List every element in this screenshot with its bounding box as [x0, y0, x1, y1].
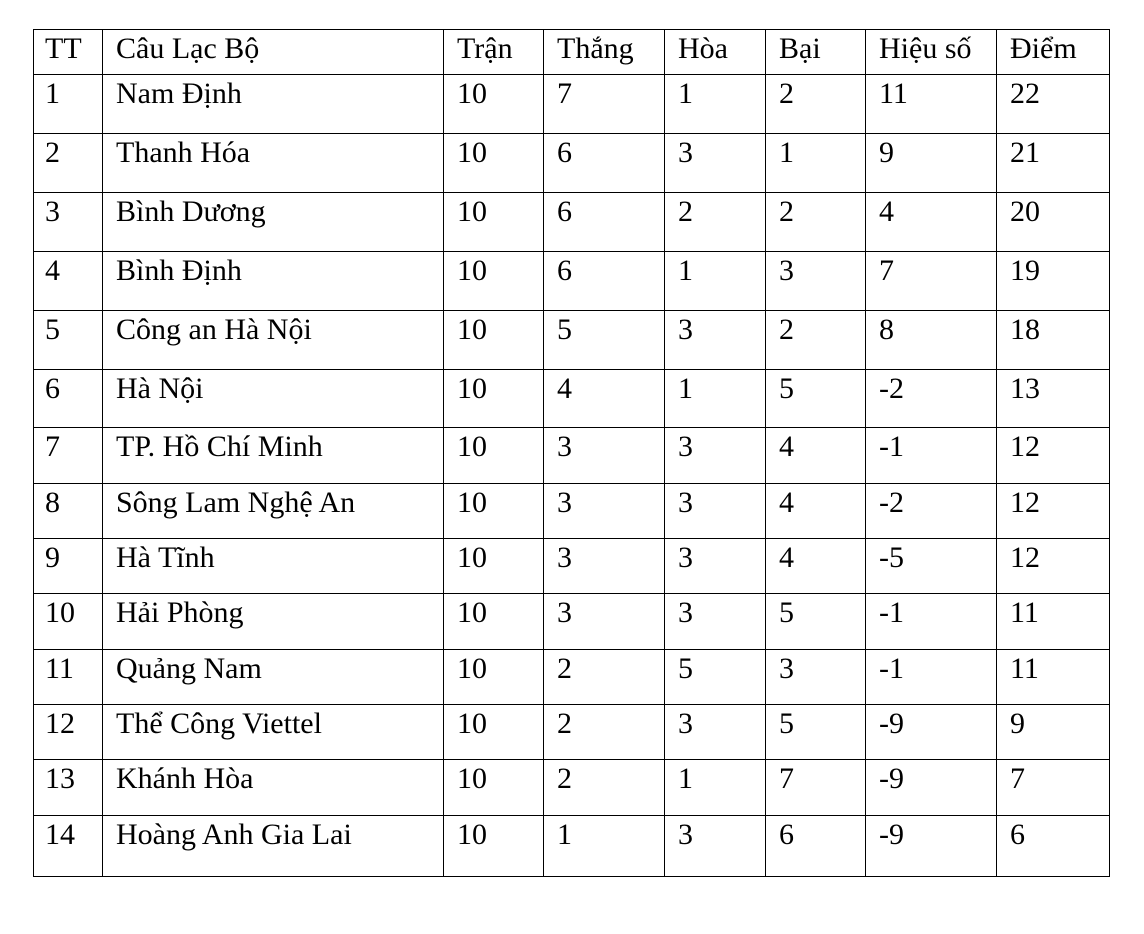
- cell-lost: 2: [766, 193, 866, 252]
- cell-points: 9: [997, 705, 1110, 760]
- cell-club: Bình Định: [103, 252, 444, 311]
- cell-played: 10: [444, 252, 544, 311]
- cell-lost: 5: [766, 594, 866, 650]
- cell-drawn: 3: [665, 594, 766, 650]
- header-club: Câu Lạc Bộ: [103, 30, 444, 75]
- cell-club: Nam Định: [103, 75, 444, 134]
- header-points: Điểm: [997, 30, 1110, 75]
- table-row: [34, 252, 1110, 311]
- cell-points: 11: [997, 650, 1110, 705]
- cell-lost: 6: [766, 816, 866, 877]
- cell-points: 19: [997, 252, 1110, 311]
- cell-rank: 3: [34, 193, 103, 252]
- cell-points: 12: [997, 484, 1110, 539]
- cell-won: 6: [544, 134, 665, 193]
- cell-won: 3: [544, 428, 665, 484]
- cell-goal-difference: -9: [866, 705, 997, 760]
- table-row: [34, 370, 1110, 428]
- cell-drawn: 3: [665, 311, 766, 370]
- cell-won: 2: [544, 650, 665, 705]
- cell-goal-difference: -1: [866, 428, 997, 484]
- header-won: Thắng: [544, 30, 665, 75]
- cell-lost: 1: [766, 134, 866, 193]
- cell-played: 10: [444, 75, 544, 134]
- table-row: [34, 760, 1110, 816]
- cell-played: 10: [444, 705, 544, 760]
- cell-played: 10: [444, 816, 544, 877]
- cell-rank: 10: [34, 594, 103, 650]
- cell-rank: 13: [34, 760, 103, 816]
- cell-played: 10: [444, 650, 544, 705]
- cell-club: TP. Hồ Chí Minh: [103, 428, 444, 484]
- cell-lost: 3: [766, 252, 866, 311]
- cell-rank: 8: [34, 484, 103, 539]
- cell-rank: 12: [34, 705, 103, 760]
- cell-won: 7: [544, 75, 665, 134]
- cell-drawn: 3: [665, 484, 766, 539]
- cell-played: 10: [444, 193, 544, 252]
- cell-club: Sông Lam Nghệ An: [103, 484, 444, 539]
- cell-won: 2: [544, 760, 665, 816]
- cell-played: 10: [444, 311, 544, 370]
- cell-won: 3: [544, 484, 665, 539]
- cell-club: Thanh Hóa: [103, 134, 444, 193]
- cell-club: Hải Phòng: [103, 594, 444, 650]
- cell-drawn: 3: [665, 705, 766, 760]
- cell-club: Quảng Nam: [103, 650, 444, 705]
- cell-played: 10: [444, 134, 544, 193]
- cell-points: 20: [997, 193, 1110, 252]
- table-row: [34, 484, 1110, 539]
- cell-club: Bình Dương: [103, 193, 444, 252]
- cell-points: 12: [997, 539, 1110, 594]
- cell-rank: 14: [34, 816, 103, 877]
- header-tt: TT: [34, 30, 103, 75]
- header-drawn: Hòa: [665, 30, 766, 75]
- cell-club: Hà Tĩnh: [103, 539, 444, 594]
- cell-goal-difference: -9: [866, 760, 997, 816]
- cell-drawn: 5: [665, 650, 766, 705]
- cell-goal-difference: -5: [866, 539, 997, 594]
- table-row: [34, 428, 1110, 484]
- cell-played: 10: [444, 539, 544, 594]
- table-row: [34, 594, 1110, 650]
- cell-drawn: 2: [665, 193, 766, 252]
- cell-drawn: 3: [665, 428, 766, 484]
- cell-goal-difference: -2: [866, 484, 997, 539]
- cell-goal-difference: 11: [866, 75, 997, 134]
- cell-club: Công an Hà Nội: [103, 311, 444, 370]
- cell-drawn: 1: [665, 75, 766, 134]
- cell-rank: 4: [34, 252, 103, 311]
- cell-won: 5: [544, 311, 665, 370]
- cell-drawn: 1: [665, 252, 766, 311]
- cell-lost: 5: [766, 705, 866, 760]
- table-row: [34, 816, 1110, 877]
- table-row: [34, 134, 1110, 193]
- cell-lost: 2: [766, 311, 866, 370]
- cell-points: 21: [997, 134, 1110, 193]
- cell-points: 12: [997, 428, 1110, 484]
- cell-points: 7: [997, 760, 1110, 816]
- cell-rank: 5: [34, 311, 103, 370]
- cell-club: Hà Nội: [103, 370, 444, 428]
- table-row: [34, 539, 1110, 594]
- cell-rank: 2: [34, 134, 103, 193]
- header-lost: Bại: [766, 30, 866, 75]
- cell-goal-difference: -9: [866, 816, 997, 877]
- cell-points: 6: [997, 816, 1110, 877]
- cell-won: 4: [544, 370, 665, 428]
- cell-won: 3: [544, 539, 665, 594]
- cell-won: 6: [544, 252, 665, 311]
- table-row: [34, 193, 1110, 252]
- cell-club: Khánh Hòa: [103, 760, 444, 816]
- cell-won: 2: [544, 705, 665, 760]
- cell-rank: 6: [34, 370, 103, 428]
- cell-goal-difference: -2: [866, 370, 997, 428]
- cell-lost: 4: [766, 539, 866, 594]
- cell-club: Thể Công Viettel: [103, 705, 444, 760]
- cell-drawn: 3: [665, 816, 766, 877]
- cell-won: 1: [544, 816, 665, 877]
- cell-played: 10: [444, 428, 544, 484]
- cell-points: 22: [997, 75, 1110, 134]
- cell-points: 18: [997, 311, 1110, 370]
- header-played: Trận: [444, 30, 544, 75]
- cell-rank: 7: [34, 428, 103, 484]
- cell-lost: 5: [766, 370, 866, 428]
- cell-lost: 3: [766, 650, 866, 705]
- cell-drawn: 3: [665, 539, 766, 594]
- cell-goal-difference: -1: [866, 594, 997, 650]
- cell-played: 10: [444, 484, 544, 539]
- cell-goal-difference: -1: [866, 650, 997, 705]
- header-goal-difference: Hiệu số: [866, 30, 997, 75]
- table-row: [34, 650, 1110, 705]
- cell-drawn: 3: [665, 134, 766, 193]
- cell-won: 6: [544, 193, 665, 252]
- cell-club: Hoàng Anh Gia Lai: [103, 816, 444, 877]
- cell-points: 11: [997, 594, 1110, 650]
- table-row: [34, 311, 1110, 370]
- cell-goal-difference: 4: [866, 193, 997, 252]
- cell-lost: 4: [766, 484, 866, 539]
- table-row: [34, 75, 1110, 134]
- cell-lost: 2: [766, 75, 866, 134]
- header-row: [34, 30, 1110, 75]
- cell-goal-difference: 7: [866, 252, 997, 311]
- cell-played: 10: [444, 370, 544, 428]
- cell-lost: 4: [766, 428, 866, 484]
- cell-drawn: 1: [665, 370, 766, 428]
- cell-played: 10: [444, 594, 544, 650]
- cell-won: 3: [544, 594, 665, 650]
- cell-drawn: 1: [665, 760, 766, 816]
- cell-lost: 7: [766, 760, 866, 816]
- cell-rank: 1: [34, 75, 103, 134]
- cell-played: 10: [444, 760, 544, 816]
- cell-points: 13: [997, 370, 1110, 428]
- cell-rank: 11: [34, 650, 103, 705]
- standings-table: [33, 29, 1110, 877]
- standings-body: [34, 75, 1110, 877]
- table-row: [34, 705, 1110, 760]
- cell-goal-difference: 9: [866, 134, 997, 193]
- cell-rank: 9: [34, 539, 103, 594]
- cell-goal-difference: 8: [866, 311, 997, 370]
